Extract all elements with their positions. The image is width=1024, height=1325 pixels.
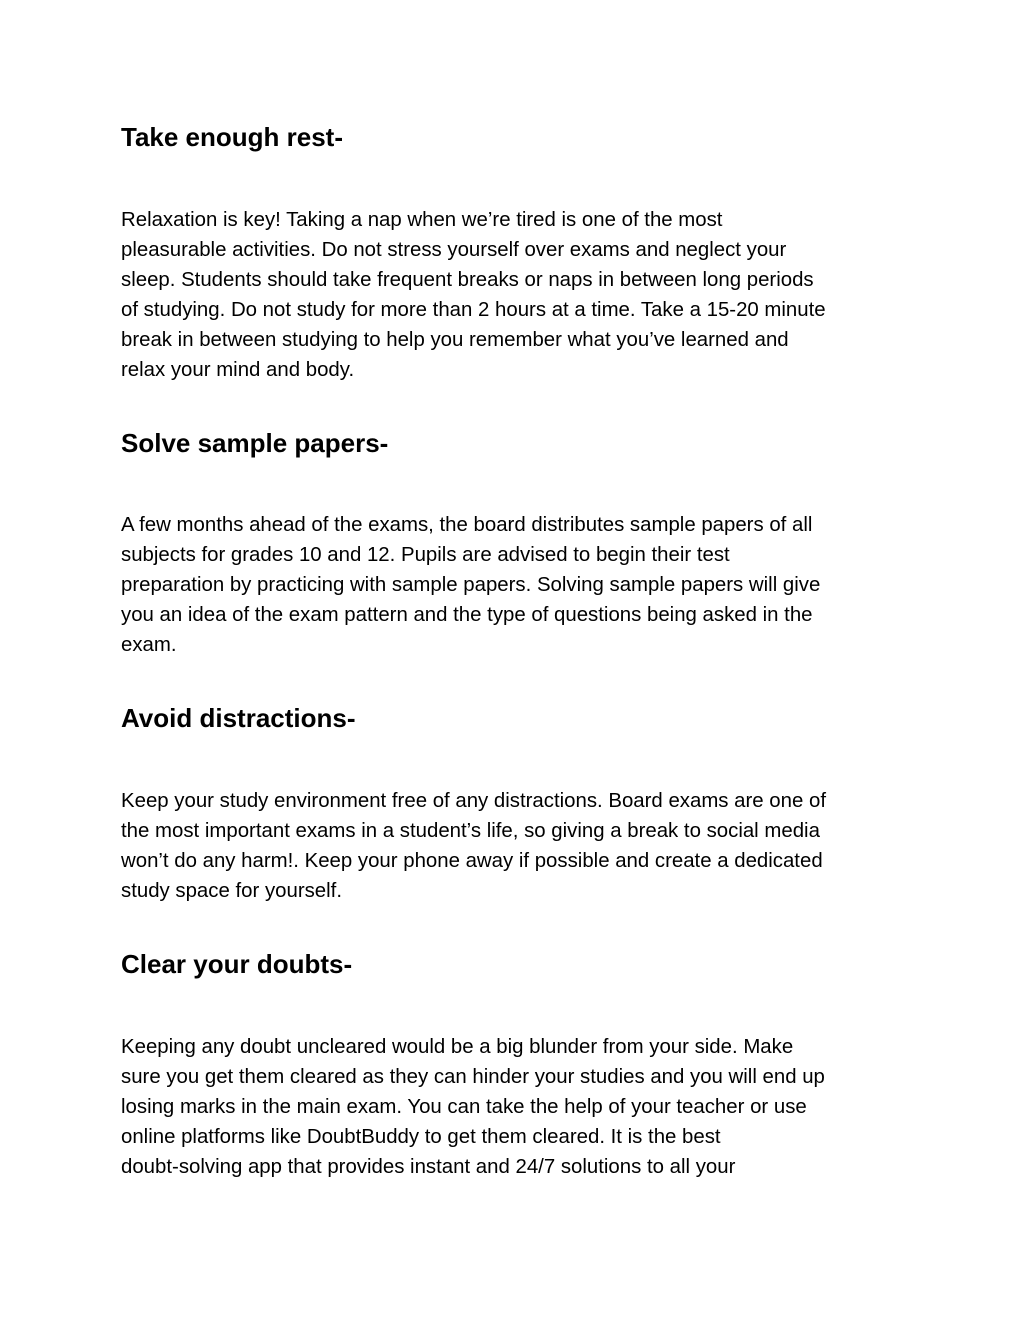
paragraph-line: exam. <box>121 634 177 656</box>
paragraph-line: preparation by practicing with sample papers. Solving sample papers will give <box>121 574 821 596</box>
paragraph-line: study space for yourself. <box>121 880 343 902</box>
paragraph-line: sleep. Students should take frequent breaks or naps in between long periods <box>121 269 814 291</box>
paragraph-line: break in between studying to help you remember what you’ve learned and <box>121 329 789 351</box>
section-heading: Take enough rest- <box>121 122 344 152</box>
section-paragraph <box>121 1032 825 1182</box>
section-paragraph <box>121 786 826 906</box>
section-paragraph <box>121 510 820 660</box>
paragraph-line: online platforms like DoubtBuddy to get them cleared. It is the best <box>121 1126 721 1148</box>
paragraph-line: relax your mind and body. <box>121 359 355 381</box>
paragraph-line: doubt-solving app that provides instant and 24/7 solutions to all your <box>121 1156 736 1178</box>
paragraph-line: subjects for grades 10 and 12. Pupils are advised to begin their test <box>121 544 730 566</box>
paragraph-line: of studying. Do not study for more than 2 hours at a time. Take a 15-20 minute <box>121 299 826 321</box>
section-paragraph <box>121 205 826 385</box>
paragraph-line: won’t do any harm!. Keep your phone away if possible and create a dedicated <box>121 850 823 872</box>
paragraph-line: Keeping any doubt uncleared would be a big blunder from your side. Make <box>121 1036 794 1058</box>
paragraph-line: losing marks in the main exam. You can take the help of your teacher or use <box>121 1096 807 1118</box>
paragraph-line: A few months ahead of the exams, the board distributes sample papers of all <box>121 514 813 536</box>
paragraph-line: pleasurable activities. Do not stress yourself over exams and neglect your <box>121 239 787 261</box>
paragraph-line: sure you get them cleared as they can hinder your studies and you will end up <box>121 1066 825 1088</box>
section-heading: Solve sample papers- <box>121 428 389 458</box>
section-heading: Avoid distractions- <box>121 703 356 733</box>
paragraph-line: you an idea of the exam pattern and the type of questions being asked in the <box>121 604 813 626</box>
paragraph-line: Relaxation is key! Taking a nap when we’re tired is one of the most <box>121 209 723 231</box>
paragraph-line: Keep your study environment free of any distractions. Board exams are one of <box>121 790 826 812</box>
paragraph-line: the most important exams in a student’s life, so giving a break to social media <box>121 820 820 842</box>
section-heading: Clear your doubts- <box>121 949 353 979</box>
